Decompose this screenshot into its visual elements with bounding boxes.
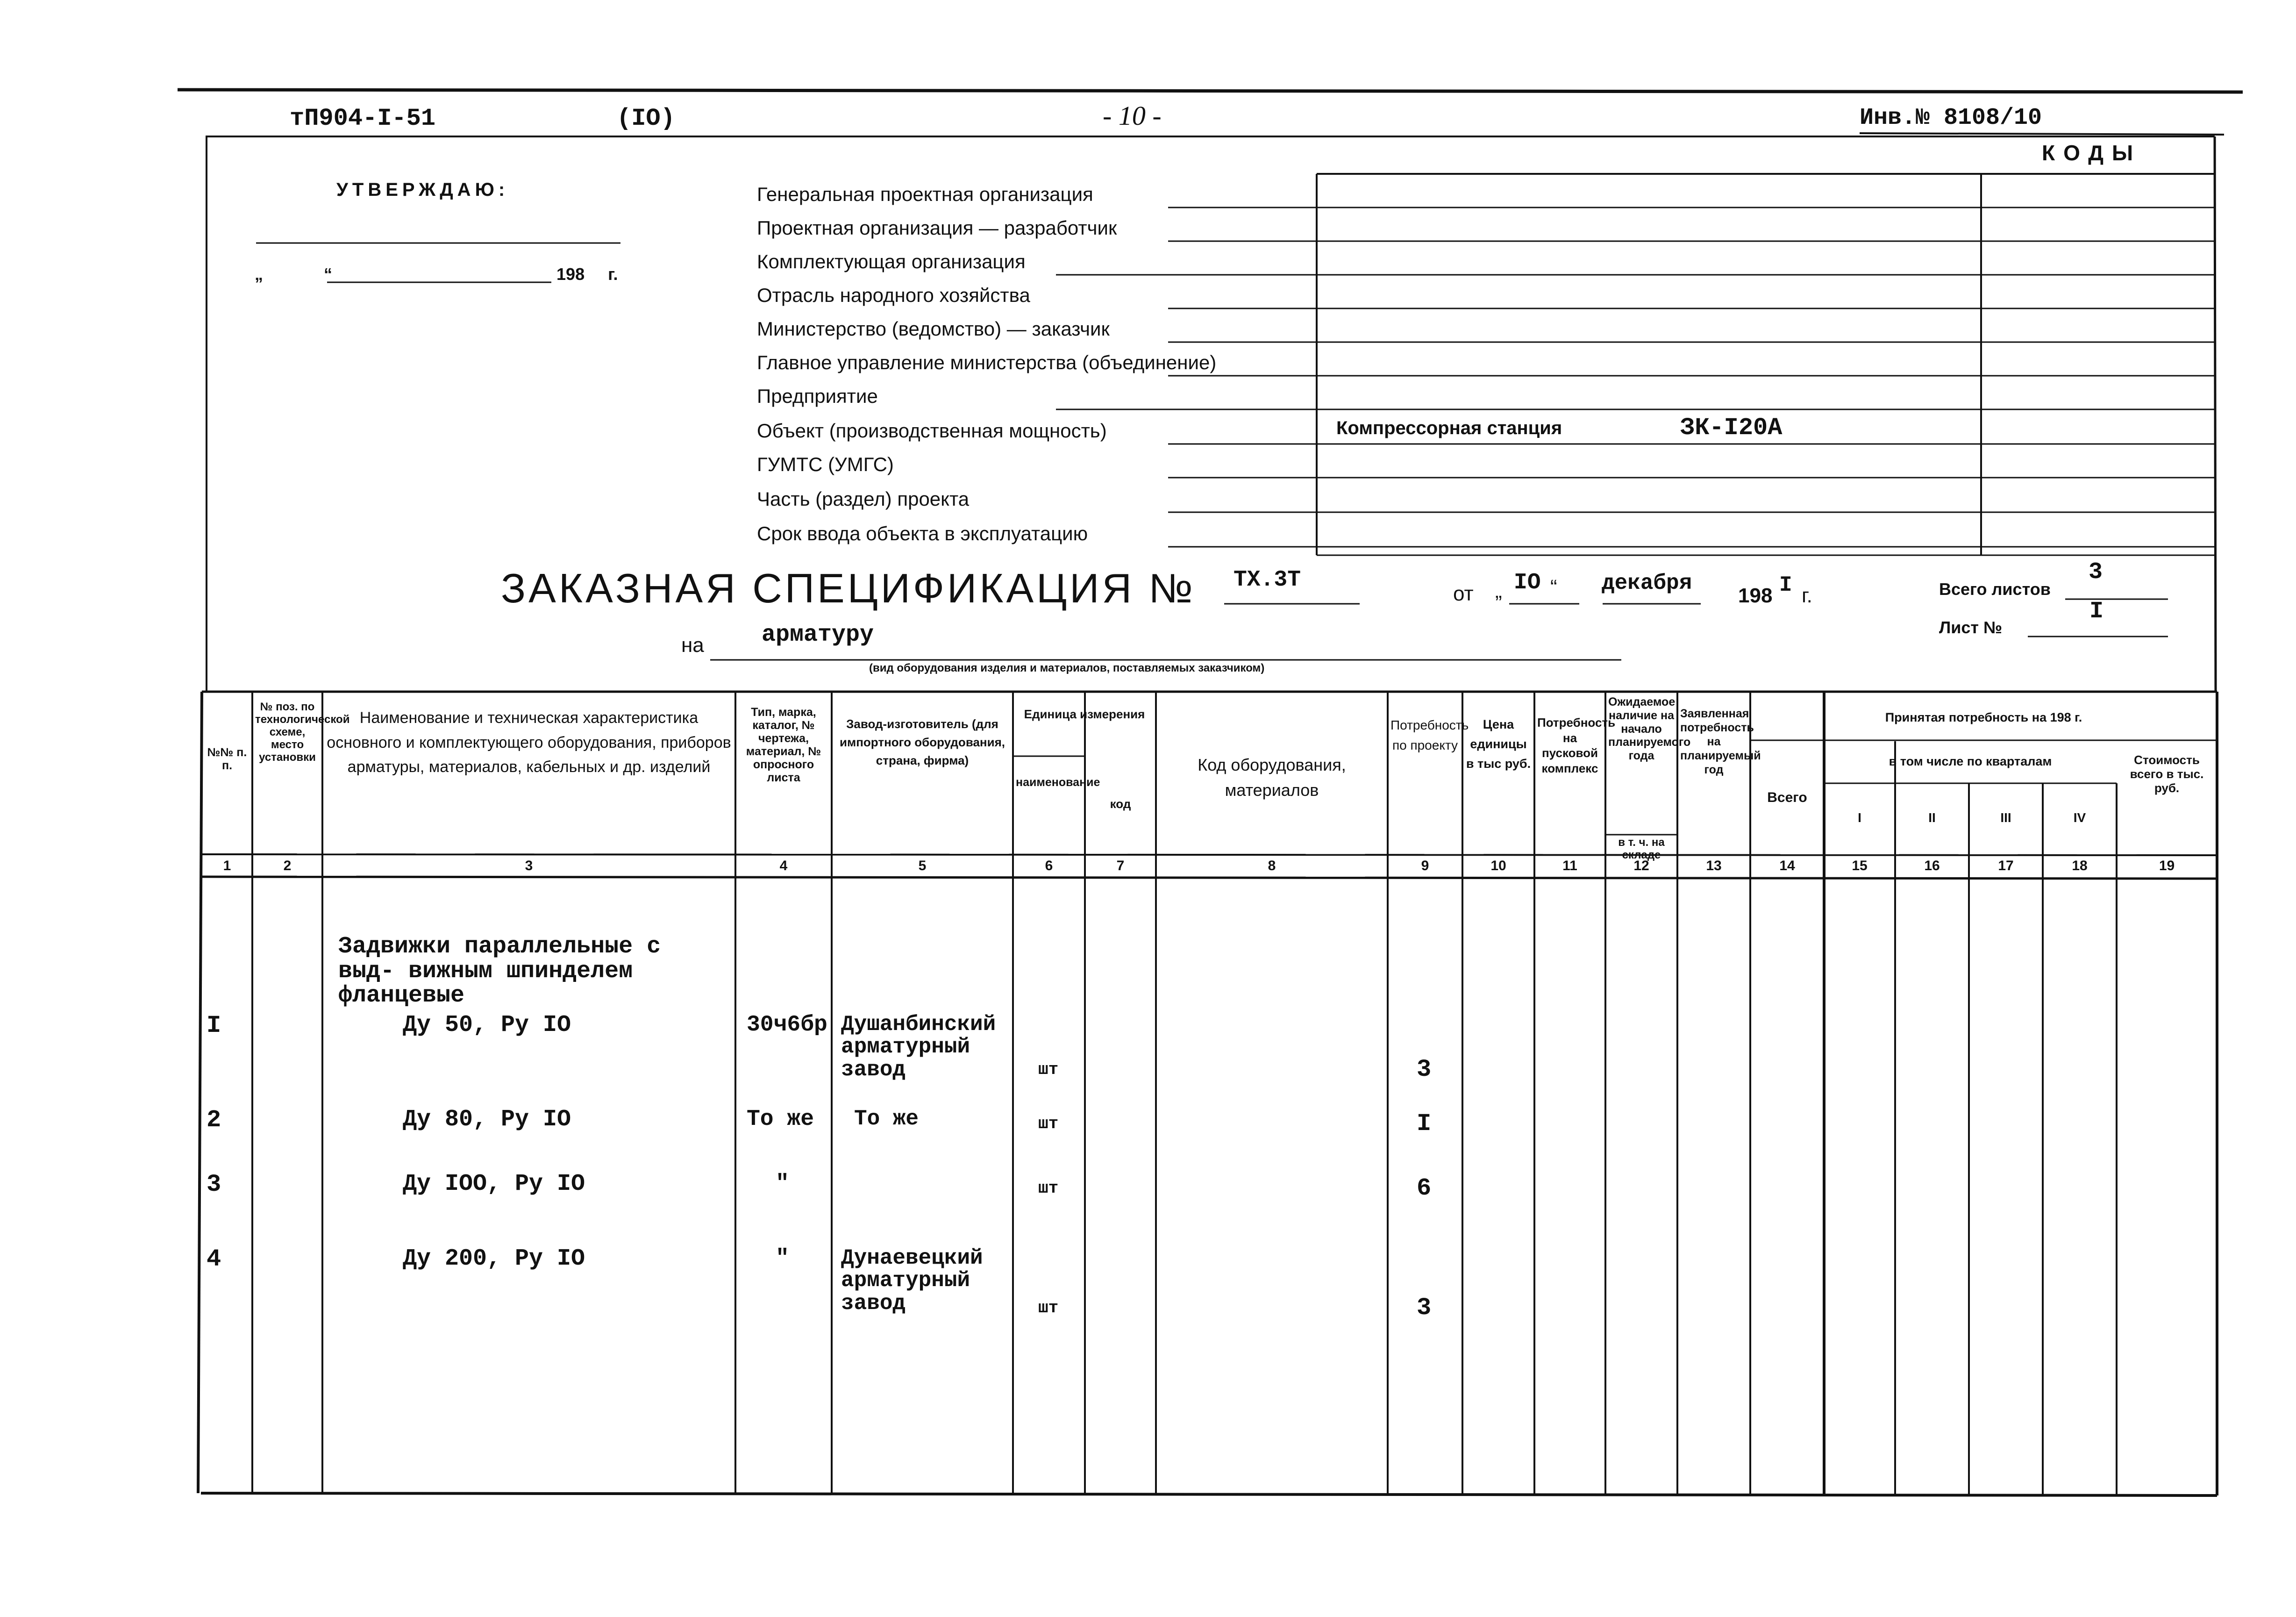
col-number-18: 18 xyxy=(2072,858,2088,873)
org-field-1 xyxy=(757,217,1117,239)
org-field-label: Комплектующая организация xyxy=(757,250,1026,272)
row-1-qty: 3 xyxy=(1417,1056,1432,1083)
col-number-16: 16 xyxy=(1924,858,1940,873)
org-field-label: Срок ввода объекта в эксплуатацию xyxy=(757,522,1088,544)
spec-subject-hint: (вид оборудования изделия и материалов, поставляемых заказчиком) xyxy=(869,662,1265,674)
row-2-maker: То же xyxy=(854,1107,919,1131)
col-number-7: 7 xyxy=(1116,858,1125,873)
col-7-header: код xyxy=(1110,797,1131,811)
col-number-9: 9 xyxy=(1421,858,1429,873)
spec-month: декабря xyxy=(1602,571,1692,595)
approval-year-suffix: г. xyxy=(608,265,618,284)
org-field-4 xyxy=(757,318,1110,340)
col-15-18-header: в том числе по кварталам xyxy=(1889,754,2052,768)
col-number-3: 3 xyxy=(525,858,533,873)
row-4-unit: шт xyxy=(1038,1298,1059,1317)
inventory-number: Инв.№ 8108/10 xyxy=(1860,105,2042,131)
org-field-label: Часть (раздел) проекта xyxy=(757,488,970,510)
org-field-label: Генеральная проектная организация xyxy=(757,183,1093,205)
row-2-unit: шт xyxy=(1038,1114,1059,1133)
col-number-12: 12 xyxy=(1633,858,1649,873)
col-5-header: Завод-изготовитель (для импортного оборудования, страна, фирма) xyxy=(840,717,1005,767)
col-8-header: Код оборудования, материалов xyxy=(1198,755,1346,800)
org-field-label: ГУМТС (УМГС) xyxy=(757,453,894,475)
org-field-0 xyxy=(757,183,1093,206)
col-number-14: 14 xyxy=(1779,858,1795,873)
row-4-name: Ду 200, Ру IO xyxy=(403,1245,585,1272)
spec-number: ТХ.3Т xyxy=(1234,567,1301,593)
row-3-name: Ду IOO, Ру IO xyxy=(403,1171,585,1197)
approval-title: УТВЕРЖДАЮ: xyxy=(336,179,509,200)
org-field-7 xyxy=(757,420,1107,442)
col-9-header: Потребность по проекту xyxy=(1390,718,1469,753)
row-2-qty: I xyxy=(1417,1110,1432,1138)
row-2-number: 2 xyxy=(207,1106,221,1134)
total-sheets-label: Всего листов xyxy=(1939,580,2051,599)
row-2-name: Ду 80, Ру IO xyxy=(403,1106,571,1133)
org-field-value-code: ЗК-I20А xyxy=(1680,414,1783,442)
col-1-header: №№ п. п. xyxy=(207,746,247,772)
row-1-number: I xyxy=(207,1012,221,1039)
row-4-type: " xyxy=(776,1246,789,1271)
col-11-header: Потребность на пусковой комплекс xyxy=(1537,715,1616,775)
org-field-6 xyxy=(757,385,878,408)
col-number-4: 4 xyxy=(779,858,788,873)
row-2-type: То же xyxy=(747,1107,814,1132)
org-field-8 xyxy=(757,453,894,476)
col-12-header: Ожидаемое наличие на начало планируемого года xyxy=(1608,695,1691,762)
row-1-name: Ду 50, Ру IO xyxy=(403,1012,571,1038)
spec-subject: арматуру xyxy=(762,622,874,648)
org-field-value: Компрессорная станция xyxy=(1336,418,1562,438)
page-number: - 10 - xyxy=(1103,100,1162,131)
org-field-9 xyxy=(757,488,969,510)
org-field-label: Проектная организация — разработчик xyxy=(757,217,1117,239)
col-number-13: 13 xyxy=(1706,858,1722,873)
spec-day: IO xyxy=(1514,570,1541,595)
row-3-number: 3 xyxy=(207,1171,221,1198)
org-field-label: Министерство (ведомство) — заказчик xyxy=(757,318,1110,340)
total-sheets-value: 3 xyxy=(2089,559,2103,586)
row-4-maker: Дунаевецкий арматурный завод xyxy=(841,1246,983,1316)
approval-year: 198 xyxy=(556,265,585,284)
row-1-type: 30ч6бр xyxy=(747,1012,827,1037)
col-number-8: 8 xyxy=(1268,858,1276,873)
col-13-header: Заявленная потребность на планируемый год xyxy=(1680,707,1761,776)
org-field-label: Отрасль народного хозяйства xyxy=(757,284,1030,306)
col-2-header: № поз. по технологической схеме, место установки xyxy=(255,701,350,764)
col-number-11: 11 xyxy=(1562,858,1577,873)
col-16-header: II xyxy=(1928,810,1936,825)
row-1-maker: Душанбинский арматурный завод xyxy=(841,1012,996,1082)
row-4-qty: 3 xyxy=(1417,1294,1432,1322)
approval-date-open: „ xyxy=(255,265,263,284)
spec-title: ЗАКАЗНАЯ СПЕЦИФИКАЦИЯ № xyxy=(501,565,1196,611)
row-3-qty: 6 xyxy=(1417,1174,1432,1202)
col-number-6: 6 xyxy=(1045,858,1053,873)
spec-year-suffix: г. xyxy=(1802,584,1812,607)
col-number-19: 19 xyxy=(2159,858,2175,873)
row-3-unit: шт xyxy=(1038,1179,1059,1198)
spec-year: 198 xyxy=(1738,584,1773,607)
col-14-header: Всего xyxy=(1767,790,1807,805)
codes-label: КОДЫ xyxy=(2042,141,2142,165)
col-number-5: 5 xyxy=(918,858,927,873)
row-4-number: 4 xyxy=(207,1245,221,1273)
spec-year-digit: I xyxy=(1779,573,1792,597)
col-14-19-header: Принятая потребность на 198 г. xyxy=(1885,710,2082,724)
approval-date-quote: “ xyxy=(324,265,333,284)
col-6-7-header: Единица измерения xyxy=(1024,707,1145,721)
col-3-header: Наименование и техническая характеристика основного и комплектующего оборудования, приборов арматуры, материалов, кабельных и др. изделий xyxy=(327,709,731,776)
day-close-quote: “ xyxy=(1550,576,1557,599)
approval-date xyxy=(255,265,618,284)
col-number-1: 1 xyxy=(223,858,231,873)
org-field-2 xyxy=(757,250,1026,273)
col-12b-header: в т. ч. на складе xyxy=(1618,836,1665,861)
col-18-header: IV xyxy=(2073,810,2086,825)
org-field-label: Главное управление министерства (объединение) xyxy=(757,351,1217,373)
col-19-header: Стоимость всего в тыс. руб. xyxy=(2130,753,2204,795)
row-3-type: " xyxy=(776,1171,789,1196)
from-label: от xyxy=(1453,582,1474,605)
col-10-header: Цена единицы в тыс руб. xyxy=(1466,717,1531,771)
col-6-header: наименование xyxy=(1016,776,1100,789)
col-17-header: III xyxy=(2000,810,2011,825)
col-number-2: 2 xyxy=(283,858,292,873)
col-number-17: 17 xyxy=(1998,858,2014,873)
doc-code: тП904-I-51 xyxy=(290,105,436,132)
row-1-unit: шт xyxy=(1038,1060,1059,1079)
col-number-10: 10 xyxy=(1490,858,1506,873)
row-0-name: Задвижки параллельные с выд- вижным шпинделем фланцевые xyxy=(338,933,661,1009)
col-15-header: I xyxy=(1858,810,1861,825)
sheet-value: I xyxy=(2089,598,2104,625)
on-label: на xyxy=(681,634,704,657)
org-field-3 xyxy=(757,284,1030,307)
sheet-code: (IO) xyxy=(617,105,675,132)
day-open-quote: „ xyxy=(1495,580,1502,602)
org-field-label: Предприятие xyxy=(757,385,878,407)
org-field-5 xyxy=(757,351,1216,374)
org-field-10 xyxy=(757,522,1088,545)
sheet-label: Лист № xyxy=(1939,618,2003,637)
col-4-header: Тип, марка, каталог, № чертежа, материал, № опросного листа xyxy=(746,706,821,784)
col-number-15: 15 xyxy=(1852,858,1868,873)
org-field-label: Объект (производственная мощность) xyxy=(757,420,1107,442)
